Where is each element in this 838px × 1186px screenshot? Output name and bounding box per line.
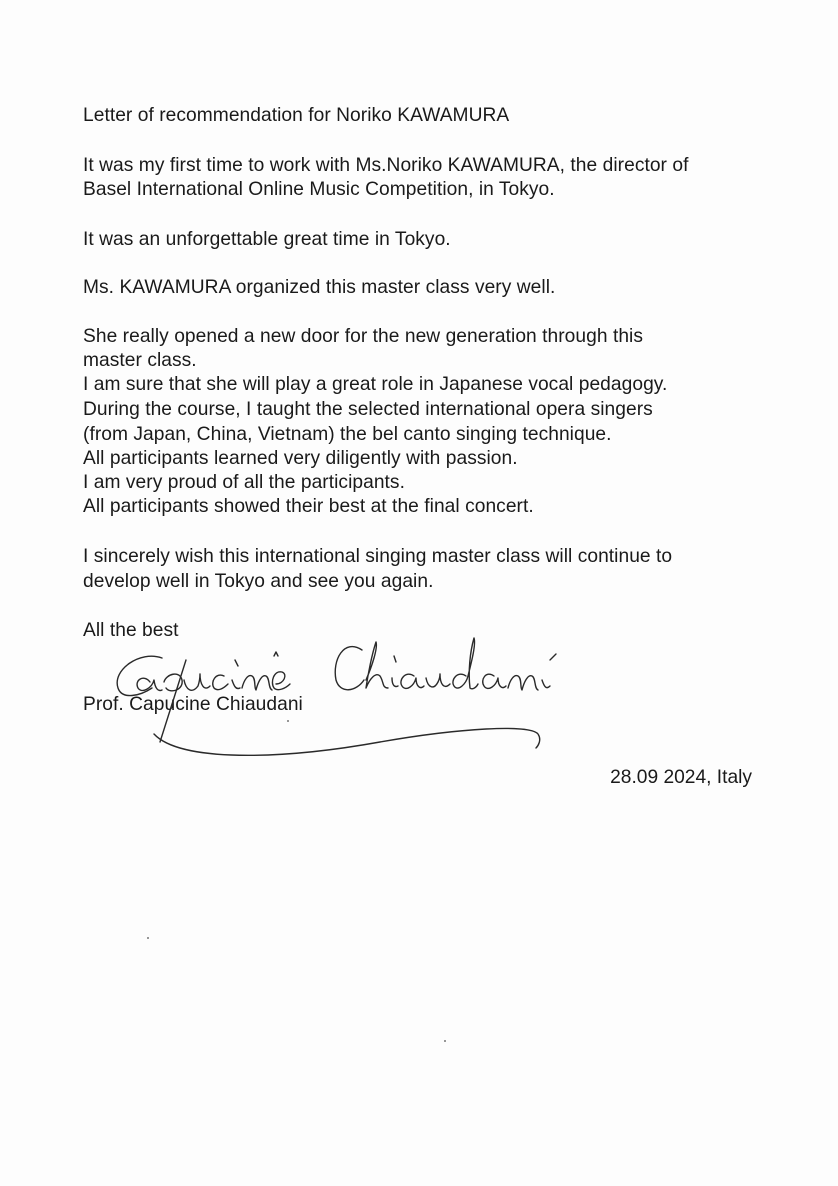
para5-line2: develop well in Tokyo and see you again. [83, 571, 434, 592]
handwritten-signature [100, 630, 600, 770]
closing-line: All the best [83, 620, 179, 641]
para4-line5: (from Japan, China, Vietnam) the bel canto singing technique. [83, 424, 612, 445]
para4-line4: During the course, I taught the selected international opera singers [83, 399, 653, 420]
para3-line: Ms. KAWAMURA organized this master class very well. [83, 277, 556, 298]
para4-line3: I am sure that she will play a great role in Japanese vocal pedagogy. [83, 374, 668, 395]
para4-line1: She really opened a new door for the new generation through this [83, 326, 644, 347]
letter-title: Letter of recommendation for Noriko KAWAMURA [83, 105, 510, 126]
para1-line2: Basel International Online Music Competition, in Tokyo. [83, 179, 555, 200]
para1-line1: It was my first time to work with Ms.Noriko KAWAMURA, the director of [83, 155, 689, 176]
signer-name: Prof. Capucine Chiaudani [83, 694, 303, 715]
para5-line1: I sincerely wish this international singing master class will continue to [83, 546, 673, 567]
para2-line: It was an unforgettable great time in Tokyo. [83, 229, 451, 250]
scan-speck [147, 937, 149, 939]
scan-speck [287, 720, 289, 722]
scan-speck [444, 1040, 446, 1042]
para4-line7: I am very proud of all the participants. [83, 472, 405, 493]
para4-line8: All participants showed their best at the final concert. [83, 496, 534, 517]
para4-line2: master class. [83, 350, 197, 371]
date-place: 28.09 2024, Italy [610, 767, 752, 788]
para4-line6: All participants learned very diligently with passion. [83, 448, 518, 469]
